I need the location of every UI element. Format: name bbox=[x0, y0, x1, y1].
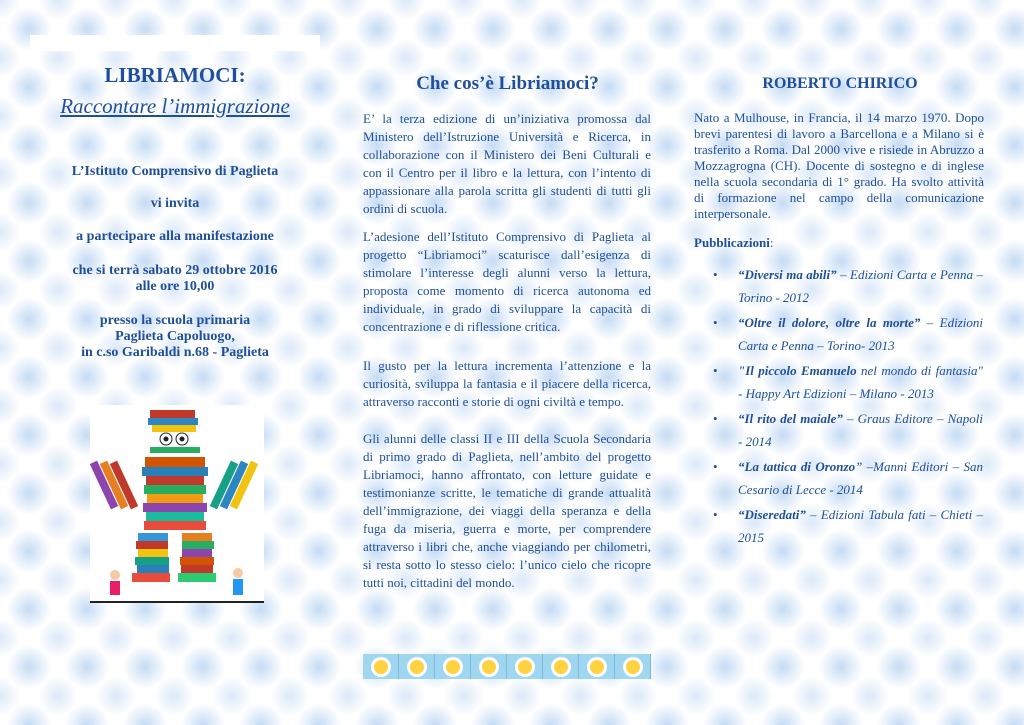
bullet-icon: • bbox=[713, 315, 718, 330]
author-heading: ROBERTO CHIRICO bbox=[762, 75, 918, 92]
bullet-icon: • bbox=[713, 267, 718, 282]
bullet-icon: • bbox=[713, 507, 718, 522]
publication-title: “La tattica di Oronzo bbox=[738, 459, 856, 474]
sun-border-icon bbox=[363, 654, 651, 679]
sun-icon bbox=[507, 654, 543, 679]
list-item bbox=[713, 359, 983, 405]
left-panel bbox=[0, 0, 340, 725]
publication-details: – Edizioni Tabula fati – Chieti – 2015 bbox=[738, 507, 983, 545]
image-baseline bbox=[90, 601, 264, 603]
list-item bbox=[713, 311, 983, 357]
author-bio: Nato a Mulhouse, in Francia, il 14 marzo 1970. Dopo brevi parentesi di lavoro a Barcellona e a Milano si è trasferito a Roma. Dal 2000 vive e risiede in Abruzzo a Mozzagrogna (CH). Docente di sostegno e di inglese nella scuola secondaria di 1° grado. Ha svolto attività di formazione nel campo della comunicazione interpersonale. bbox=[694, 110, 984, 221]
venue-line: presso la scuola primaria bbox=[99, 313, 251, 328]
gusto-paragraph: Il gusto per la lettura incrementa l’attenzione e la curiosità, sviluppa la fantasia e il piacere della ricerca, attraverso racconti e storie di ogni civiltà e tempo. bbox=[363, 358, 651, 409]
publication-title: “Il rito del maiale” bbox=[738, 411, 843, 426]
publication-details: ” –Manni Editori – San Cesario di Lecce - 2014 bbox=[738, 459, 983, 497]
publications-list bbox=[713, 263, 983, 549]
publications-heading bbox=[694, 235, 773, 251]
publication-details: – Graus Editore – Napoli - 2014 bbox=[738, 411, 983, 449]
sun-icon bbox=[435, 654, 471, 679]
publications-heading-text: Pubblicazioni bbox=[694, 235, 770, 250]
list-item bbox=[713, 455, 983, 501]
header-strip bbox=[30, 35, 320, 51]
list-item bbox=[713, 503, 983, 549]
address-line: in c.so Garibaldi n.68 - Paglieta bbox=[81, 345, 269, 360]
publication-details: – Edizioni Carta e Penna –Torino - 2012 bbox=[738, 267, 983, 305]
bullet-icon: • bbox=[713, 411, 718, 426]
date-line: che si terrà sabato 29 ottobre 2016 bbox=[72, 263, 278, 278]
publication-title: “Diseredati” bbox=[738, 507, 806, 522]
sun-icon bbox=[579, 654, 615, 679]
publication-details: nel mondo di fantasia" - Happy Art Edizioni – Milano - 2013 bbox=[738, 363, 983, 401]
sun-icon bbox=[471, 654, 507, 679]
sun-icon bbox=[615, 654, 651, 679]
bullet-icon: • bbox=[713, 459, 718, 474]
event-subtitle: Raccontare l’immigrazione bbox=[60, 94, 290, 118]
sun-icon bbox=[399, 654, 435, 679]
publications-colon: : bbox=[769, 235, 774, 250]
adesione-paragraph: L’adesione dell’Istituto Comprensivo di Paglieta al progetto “Libriamoci” scaturisce dall’esigenza di stimolare l’interesse degli alunni verso la lettura, proposta come momento di ricerca autonoma ed individuale, in grado di sviluppare la capacità di concentrazione e di riflessione critica. bbox=[363, 229, 651, 334]
intro-paragraph: E’ la terza edizione di un’iniziativa promossa dal Ministero dell’Istruzione Università e Ricerca, in collaborazione con il Ministero dei Beni Culturali e con il Centro per il libro e la lettura, con l’intento di appassionare alla parola scritta gli studenti di tutti gli ordini di scuola. bbox=[363, 111, 651, 216]
book-stack-figure-icon bbox=[90, 405, 264, 603]
sun-icon bbox=[363, 654, 399, 679]
invite-line: vi invita bbox=[150, 196, 200, 211]
bullet-icon: • bbox=[713, 363, 718, 378]
publication-title: “Diversi ma abili” bbox=[738, 267, 837, 282]
time-line: alle ore 10,00 bbox=[135, 279, 215, 294]
middle-heading: Che cos’è Libriamoci? bbox=[416, 73, 599, 94]
list-item bbox=[713, 263, 983, 309]
publication-title: “Oltre il dolore, oltre la morte” bbox=[738, 315, 921, 330]
publication-details: – Edizioni Carta e Penna – Torino- 2013 bbox=[738, 315, 983, 353]
sun-icon bbox=[543, 654, 579, 679]
participate-line: a partecipare alla manifestazione bbox=[76, 229, 274, 244]
event-title: LIBRIAMOCI: bbox=[104, 63, 246, 87]
venue-place-line: Paglieta Capoluogo, bbox=[115, 329, 235, 344]
institute-line: L’Istituto Comprensivo di Paglieta bbox=[71, 164, 279, 179]
list-item bbox=[713, 407, 983, 453]
alunni-paragraph: Gli alunni delle classi II e III della Scuola Secondaria di primo grado di Paglieta, nell’ambito del progetto Libriamoci, hanno affrontato, con letture guidate e testimonianze scritte, le tematiche di grande attualità dell’immigrazione, dei viaggi della speranza e della fuga da miseria, guerra e morte, per comprendere attraverso i libri che, anche viaggiando per chilometri, si resta sotto lo stesso cielo: l’unico cielo che ricopre tutti noi, cittadini del mondo. bbox=[363, 431, 651, 590]
publication-title: "Il piccolo Emanuelo bbox=[738, 363, 857, 378]
